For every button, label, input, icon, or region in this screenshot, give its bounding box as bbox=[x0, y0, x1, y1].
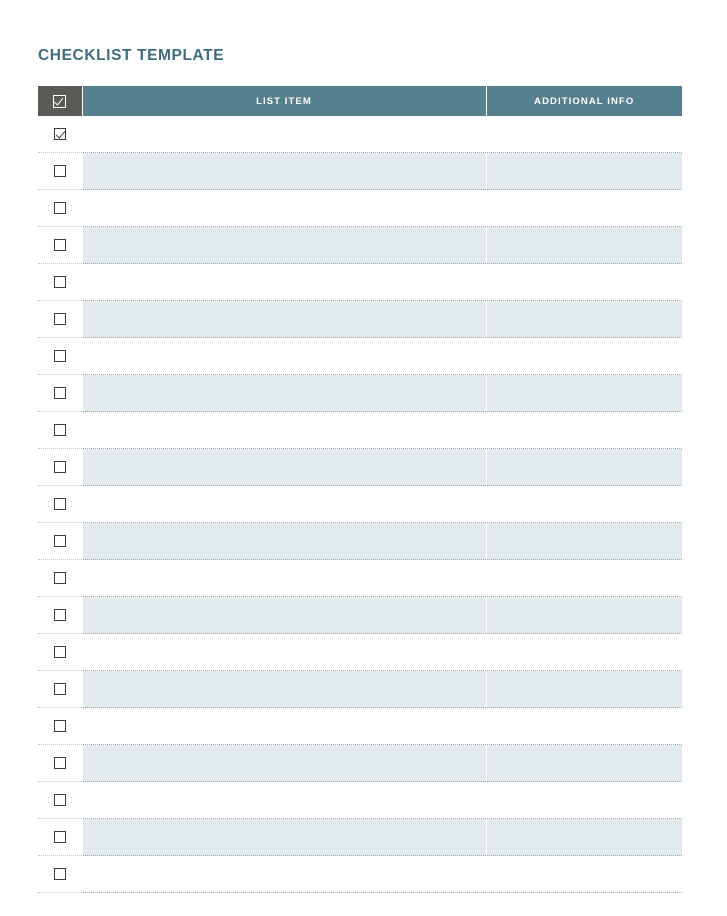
checkbox-empty-icon[interactable] bbox=[54, 683, 66, 695]
row-list-item-text bbox=[83, 524, 486, 558]
table-row bbox=[38, 301, 682, 338]
checkbox-empty-icon[interactable] bbox=[54, 239, 66, 251]
row-list-item-cell[interactable] bbox=[82, 523, 486, 560]
row-list-item-cell[interactable] bbox=[82, 671, 486, 708]
row-additional-info-cell[interactable] bbox=[486, 449, 682, 486]
row-additional-info-text bbox=[487, 228, 683, 262]
checkbox-empty-icon[interactable] bbox=[54, 498, 66, 510]
row-additional-info-cell[interactable] bbox=[486, 782, 682, 819]
row-list-item-text bbox=[83, 857, 486, 891]
table-row bbox=[38, 116, 682, 153]
row-additional-info-cell[interactable] bbox=[486, 634, 682, 671]
row-list-item-text bbox=[83, 598, 486, 632]
checkbox-empty-icon[interactable] bbox=[54, 424, 66, 436]
table-row bbox=[38, 153, 682, 190]
row-list-item-text bbox=[83, 117, 486, 151]
row-checkbox-cell[interactable] bbox=[38, 486, 82, 523]
row-list-item-cell[interactable] bbox=[82, 449, 486, 486]
row-checkbox-cell[interactable] bbox=[38, 819, 82, 856]
checkbox-empty-icon[interactable] bbox=[54, 202, 66, 214]
checkbox-empty-icon[interactable] bbox=[54, 461, 66, 473]
row-additional-info-text bbox=[487, 672, 683, 706]
row-list-item-cell[interactable] bbox=[82, 375, 486, 412]
row-list-item-text bbox=[83, 302, 486, 336]
table-row bbox=[38, 782, 682, 819]
row-checkbox-cell[interactable] bbox=[38, 745, 82, 782]
table-row bbox=[38, 412, 682, 449]
row-checkbox-cell[interactable] bbox=[38, 264, 82, 301]
table-row bbox=[38, 856, 682, 893]
row-additional-info-cell[interactable] bbox=[486, 338, 682, 375]
checkbox-empty-icon[interactable] bbox=[54, 609, 66, 621]
row-additional-info-text bbox=[487, 783, 683, 817]
row-additional-info-text bbox=[487, 561, 683, 595]
row-additional-info-text bbox=[487, 820, 683, 854]
checkbox-empty-icon[interactable] bbox=[54, 572, 66, 584]
row-additional-info-cell[interactable] bbox=[486, 523, 682, 560]
row-additional-info-text bbox=[487, 191, 683, 225]
row-additional-info-cell[interactable] bbox=[486, 153, 682, 190]
row-additional-info-cell[interactable] bbox=[486, 190, 682, 227]
row-additional-info-cell[interactable] bbox=[486, 745, 682, 782]
row-additional-info-cell[interactable] bbox=[486, 227, 682, 264]
row-additional-info-cell[interactable] bbox=[486, 671, 682, 708]
row-list-item-cell[interactable] bbox=[82, 486, 486, 523]
row-additional-info-text bbox=[487, 709, 683, 743]
row-additional-info-cell[interactable] bbox=[486, 486, 682, 523]
checkbox-empty-icon[interactable] bbox=[54, 831, 66, 843]
row-additional-info-text bbox=[487, 524, 683, 558]
row-checkbox-cell[interactable] bbox=[38, 153, 82, 190]
row-additional-info-text bbox=[487, 857, 683, 891]
row-list-item-text bbox=[83, 265, 486, 299]
checkbox-empty-icon[interactable] bbox=[54, 868, 66, 880]
checkbox-empty-icon[interactable] bbox=[54, 165, 66, 177]
row-checkbox-cell[interactable] bbox=[38, 560, 82, 597]
row-list-item-cell[interactable] bbox=[82, 264, 486, 301]
table-body bbox=[38, 116, 682, 893]
row-additional-info-cell[interactable] bbox=[486, 819, 682, 856]
row-checkbox-cell[interactable] bbox=[38, 190, 82, 227]
row-checkbox-cell[interactable] bbox=[38, 375, 82, 412]
row-list-item-text bbox=[83, 413, 486, 447]
table-header-row bbox=[38, 86, 682, 116]
row-additional-info-text bbox=[487, 154, 683, 188]
row-additional-info-cell[interactable] bbox=[486, 375, 682, 412]
row-additional-info-cell[interactable] bbox=[486, 560, 682, 597]
table-row bbox=[38, 264, 682, 301]
row-list-item-cell[interactable] bbox=[82, 856, 486, 893]
row-additional-info-text bbox=[487, 413, 683, 447]
row-additional-info-text bbox=[487, 265, 683, 299]
row-additional-info-cell[interactable] bbox=[486, 412, 682, 449]
row-additional-info-text bbox=[487, 746, 683, 780]
row-checkbox-cell[interactable] bbox=[38, 301, 82, 338]
row-additional-info-text bbox=[487, 302, 683, 336]
table-row bbox=[38, 227, 682, 264]
checkbox-empty-icon[interactable] bbox=[54, 387, 66, 399]
row-checkbox-cell[interactable] bbox=[38, 338, 82, 375]
row-checkbox-cell[interactable] bbox=[38, 412, 82, 449]
table-row bbox=[38, 819, 682, 856]
checkbox-checked-icon bbox=[53, 95, 66, 108]
row-list-item-text bbox=[83, 376, 486, 410]
row-checkbox-cell[interactable] bbox=[38, 227, 82, 264]
row-list-item-text bbox=[83, 154, 486, 188]
row-list-item-cell[interactable] bbox=[82, 560, 486, 597]
checkbox-empty-icon[interactable] bbox=[54, 720, 66, 732]
table-row bbox=[38, 745, 682, 782]
row-list-item-cell[interactable] bbox=[82, 819, 486, 856]
row-additional-info-text bbox=[487, 598, 683, 632]
table-header bbox=[38, 86, 682, 116]
row-list-item-cell[interactable] bbox=[82, 227, 486, 264]
row-checkbox-cell[interactable] bbox=[38, 116, 82, 153]
checkbox-empty-icon[interactable] bbox=[54, 276, 66, 288]
checkbox-empty-icon[interactable] bbox=[54, 535, 66, 547]
checklist-table-wrapper bbox=[38, 86, 682, 893]
row-list-item-text bbox=[83, 783, 486, 817]
row-checkbox-cell[interactable] bbox=[38, 449, 82, 486]
table-row bbox=[38, 338, 682, 375]
row-additional-info-text bbox=[487, 635, 683, 669]
row-list-item-text bbox=[83, 746, 486, 780]
row-list-item-text bbox=[83, 561, 486, 595]
row-list-item-cell[interactable] bbox=[82, 301, 486, 338]
row-additional-info-cell[interactable] bbox=[486, 856, 682, 893]
column-header-additional-info[interactable]: ADDITIONAL INFO bbox=[486, 86, 682, 116]
table-row bbox=[38, 708, 682, 745]
row-additional-info-cell[interactable] bbox=[486, 597, 682, 634]
row-checkbox-cell[interactable] bbox=[38, 671, 82, 708]
row-list-item-cell[interactable] bbox=[82, 338, 486, 375]
checkbox-empty-icon[interactable] bbox=[54, 757, 66, 769]
row-additional-info-cell[interactable] bbox=[486, 708, 682, 745]
column-header-list-item[interactable]: LIST ITEM bbox=[82, 86, 486, 116]
row-list-item-text bbox=[83, 228, 486, 262]
row-list-item-text bbox=[83, 709, 486, 743]
row-additional-info-text bbox=[487, 117, 683, 151]
row-list-item-cell[interactable] bbox=[82, 412, 486, 449]
row-list-item-text bbox=[83, 635, 486, 669]
row-list-item-cell[interactable] bbox=[82, 708, 486, 745]
row-checkbox-cell[interactable] bbox=[38, 597, 82, 634]
table-row bbox=[38, 190, 682, 227]
table-row bbox=[38, 671, 682, 708]
table-row bbox=[38, 449, 682, 486]
row-list-item-cell[interactable] bbox=[82, 153, 486, 190]
checkbox-empty-icon[interactable] bbox=[54, 794, 66, 806]
page-title: CHECKLIST TEMPLATE bbox=[38, 47, 225, 64]
row-list-item-text bbox=[83, 450, 486, 484]
row-additional-info-text bbox=[487, 487, 683, 521]
checkbox-empty-icon[interactable] bbox=[54, 313, 66, 325]
row-additional-info-text bbox=[487, 339, 683, 373]
row-list-item-cell[interactable] bbox=[82, 116, 486, 153]
row-list-item-cell[interactable] bbox=[82, 634, 486, 671]
row-additional-info-text bbox=[487, 376, 683, 410]
row-checkbox-cell[interactable] bbox=[38, 634, 82, 671]
row-list-item-cell[interactable] bbox=[82, 190, 486, 227]
row-checkbox-cell[interactable] bbox=[38, 708, 82, 745]
row-checkbox-cell[interactable] bbox=[38, 782, 82, 819]
row-additional-info-text bbox=[487, 450, 683, 484]
row-list-item-cell[interactable] bbox=[82, 782, 486, 819]
row-list-item-text bbox=[83, 191, 486, 225]
row-list-item-cell[interactable] bbox=[82, 745, 486, 782]
table-row bbox=[38, 560, 682, 597]
checkbox-empty-icon[interactable] bbox=[54, 646, 66, 658]
row-additional-info-cell[interactable] bbox=[486, 264, 682, 301]
table-row bbox=[38, 375, 682, 412]
row-checkbox-cell[interactable] bbox=[38, 523, 82, 560]
row-additional-info-cell[interactable] bbox=[486, 301, 682, 338]
table-row bbox=[38, 523, 682, 560]
row-additional-info-cell[interactable] bbox=[486, 116, 682, 153]
row-list-item-text bbox=[83, 672, 486, 706]
checkbox-checked-icon[interactable] bbox=[54, 128, 66, 140]
row-list-item-cell[interactable] bbox=[82, 597, 486, 634]
checkbox-empty-icon[interactable] bbox=[54, 350, 66, 362]
table-row bbox=[38, 634, 682, 671]
row-list-item-text bbox=[83, 339, 486, 373]
row-checkbox-cell[interactable] bbox=[38, 856, 82, 893]
row-list-item-text bbox=[83, 487, 486, 521]
table-row bbox=[38, 486, 682, 523]
table-row bbox=[38, 597, 682, 634]
row-list-item-text bbox=[83, 820, 486, 854]
checklist-table bbox=[38, 86, 682, 893]
column-header-checkbox[interactable] bbox=[38, 86, 82, 116]
